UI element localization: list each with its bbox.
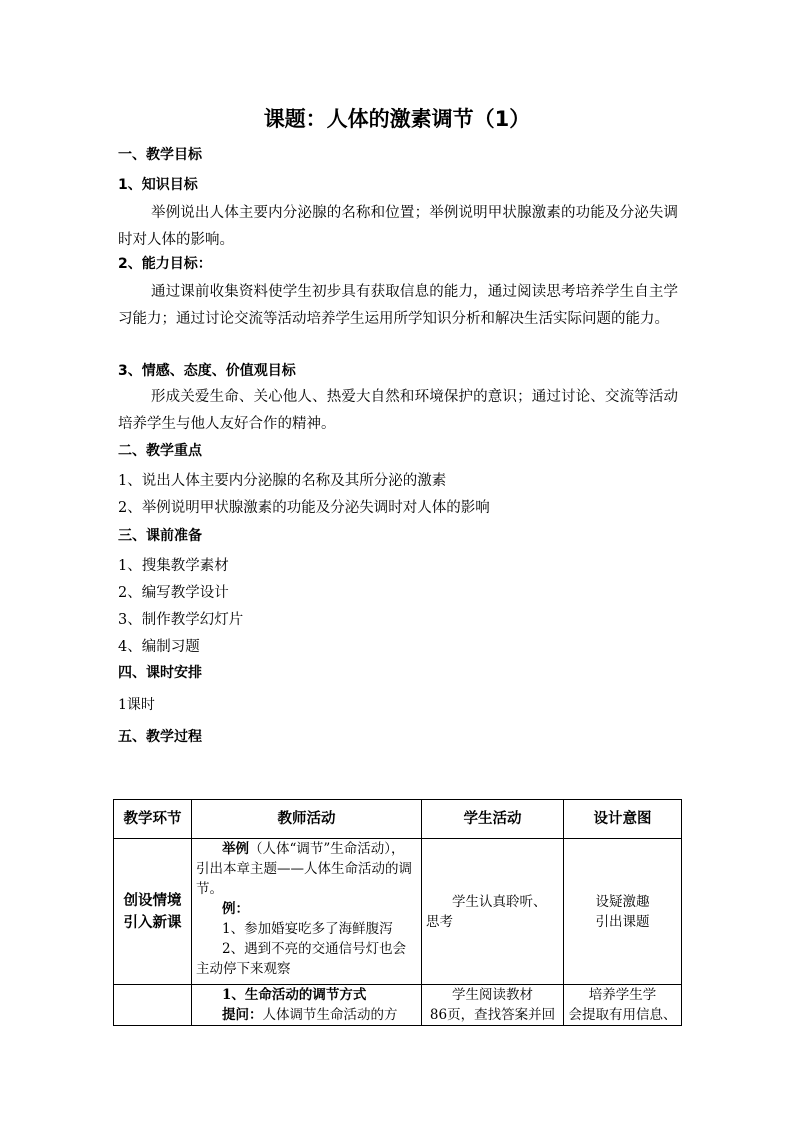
row2-intent <box>564 985 682 1026</box>
header-intent: 设计意图 <box>564 800 682 839</box>
row2-intent-line1: 培养学生学 <box>588 987 657 1003</box>
page-title: 课题：人体的激素调节（1） <box>263 107 531 131</box>
section-teaching-goals: 一、教学目标 <box>118 147 202 163</box>
row1-intent-line2: 引出课题 <box>595 913 650 930</box>
subsection-knowledge-goal: 1、知识目标 <box>118 177 198 193</box>
schedule-hours: 1课时 <box>118 697 155 713</box>
row1-teacher-rest: （人体“调节”生命活动），引出本章主题——人体生命活动的调节。 <box>196 841 412 897</box>
prep-item-2: 2、编写教学设计 <box>118 585 229 601</box>
row2-stage <box>114 985 192 1026</box>
paragraph-ability-goal: 通过课前收集资料使学生初步具有获取信息的能力，通过阅读思考培养学生自主学习能力；通过讨论交流等活动培养学生运用所学知识分析和解决生活实际问题的能力。 <box>118 284 678 327</box>
row2-student-line1: 学生阅读教材 <box>452 987 533 1003</box>
row1-teacher-intro <box>196 839 417 899</box>
section-key-points: 二、教学重点 <box>118 443 202 459</box>
table-row <box>114 985 682 1026</box>
row2-student-line2: 86页，查找答案并回 <box>429 1007 556 1023</box>
row1-student <box>422 839 564 985</box>
row1-intent <box>564 839 682 985</box>
paragraph-emotion-goal: 形成关爱生命、关心他人、热爱大自然和环境保护的意识；通过讨论、交流等活动培养学生与他人友好合作的精神。 <box>118 389 678 432</box>
prep-item-4: 4、编制习题 <box>118 639 200 655</box>
header-student: 学生活动 <box>422 800 564 839</box>
header-stage: 教学环节 <box>114 800 192 839</box>
row1-teacher-example-1: 1、参加婚宴吃多了海鲜腹泻 <box>222 921 393 937</box>
row1-teacher-example-2: 2、遇到不亮的交通信号灯也会主动停下来观察 <box>196 941 407 977</box>
row1-stage <box>114 839 192 985</box>
teaching-process-table <box>113 799 682 1026</box>
section-process: 五、教学过程 <box>118 729 202 745</box>
row1-teacher-example: 例： <box>222 901 249 917</box>
row2-teacher-rest: 人体调节生命活动的方 <box>262 1007 398 1023</box>
row2-teacher-line1: 1、生命活动的调节方式 <box>222 987 367 1003</box>
prep-item-1: 1、搜集教学素材 <box>118 558 229 574</box>
row2-teacher-line2 <box>196 1005 417 1025</box>
row1-teacher <box>192 839 422 985</box>
section-schedule: 四、课时安排 <box>118 665 202 681</box>
subsection-emotion-goal: 3、情感、态度、价值观目标 <box>118 363 296 379</box>
row2-teacher-bold: 提问： <box>222 1007 263 1023</box>
row1-teacher-bold: 举例 <box>222 841 249 857</box>
row1-student-text: 学生认真聆听、思考 <box>426 893 547 930</box>
row1-stage-line2: 引入新课 <box>123 914 182 931</box>
row1-stage-line1: 创设情境 <box>123 892 182 909</box>
header-teacher: 教师活动 <box>192 800 422 839</box>
prep-item-3: 3、制作教学幻灯片 <box>118 612 244 628</box>
row2-teacher <box>192 985 422 1026</box>
key-point-1: 1、说出人体主要内分泌腺的名称及其所分泌的激素 <box>118 473 447 489</box>
subsection-ability-goal: 2、能力目标： <box>118 256 212 272</box>
paragraph-knowledge-goal: 举例说出人体主要内分泌腺的名称和位置；举例说明甲状腺激素的功能及分泌失调时对人体的影响。 <box>118 205 678 248</box>
row2-intent-line2: 会提取有用信息、 <box>568 1007 677 1023</box>
table-header-row <box>114 800 682 839</box>
row2-student <box>422 985 564 1026</box>
section-preparation: 三、课前准备 <box>118 528 202 544</box>
key-point-2: 2、举例说明甲状腺激素的功能及分泌失调时对人体的影响 <box>118 500 490 516</box>
row1-intent-line1: 设疑激趣 <box>595 893 650 910</box>
table-row <box>114 839 682 985</box>
